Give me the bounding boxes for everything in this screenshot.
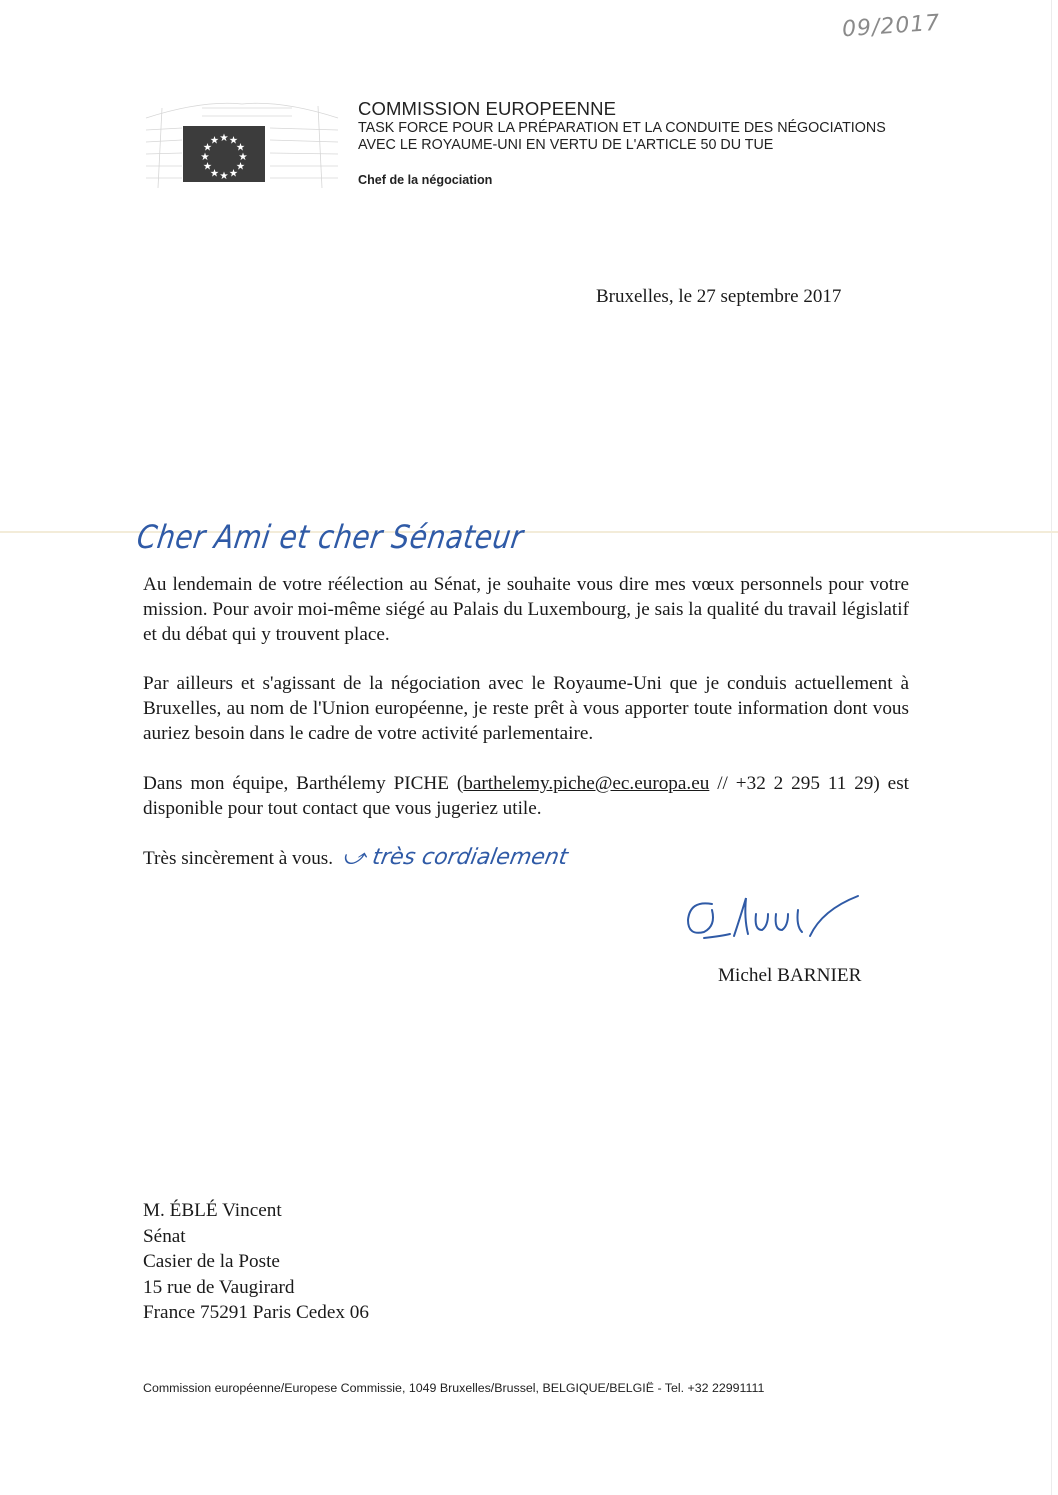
- contact-email-link[interactable]: barthelemy.piche@ec.europa.eu: [463, 773, 710, 794]
- department-line-2: AVEC LE ROYAUME-UNI EN VERTU DE L'ARTICLE 50 DU TUE: [358, 137, 774, 153]
- recipient-mailbox: Casier de la Poste: [143, 1251, 280, 1272]
- closing-handwritten: ⤻ très cordialement: [339, 845, 570, 870]
- sender-role: Chef de la négociation: [358, 173, 493, 187]
- organisation-name: COMMISSION EUROPEENNE: [358, 98, 617, 119]
- page-edge: [1051, 0, 1052, 1495]
- signature-icon: [682, 890, 862, 950]
- date-line: Bruxelles, le 27 septembre 2017: [596, 286, 842, 307]
- contact-phone-text: // +32 2 295 11 29) est disponible pour tout contact que vous jugeriez utile.: [143, 773, 909, 819]
- recipient-institution: Sénat: [143, 1225, 186, 1247]
- recipient-address: [143, 1198, 369, 1326]
- recipient-name: M. ÉBLÉ Vincent: [143, 1200, 282, 1221]
- handwritten-salutation: Cher Ami et cher Sénateur: [134, 518, 526, 556]
- letterhead: [358, 98, 886, 187]
- recipient-street: 15 rue de Vaugirard: [143, 1276, 295, 1298]
- body-paragraph-3: [143, 771, 909, 821]
- signer-name: Michel BARNIER: [718, 965, 862, 986]
- recipient-city: France 75291 Paris Cedex 06: [143, 1302, 369, 1323]
- contact-intro: Dans mon équipe, Barthélemy PICHE (: [143, 773, 464, 794]
- department-line-1: TASK FORCE POUR LA PRÉPARATION ET LA CONDUITE DES NÉGOCIATIONS: [358, 120, 886, 136]
- body-paragraph-2: Par ailleurs et s'agissant de la négociation avec le Royaume-Uni que je conduis actuellement à Bruxelles, au nom de l'Union européenne, je reste prêt à vous apporter toute information dont vous auriez besoin dans le cadre de votre activité parlementaire.: [143, 673, 909, 744]
- closing: [143, 845, 570, 870]
- body-paragraph-1: Au lendemain de votre réélection au Sénat, je souhaite vous dire mes vœux personnels pour votre mission. Pour avoir moi-même siégé au Palais du Luxembourg, je sais la qualité du travail législatif et du débat qui y trouvent place.: [143, 574, 909, 645]
- eu-flag-icon: [183, 126, 265, 182]
- letterhead-footer: Commission européenne/Europese Commissie, 1049 Bruxelles/Brussel, BELGIQUE/BELGIË - Tel. +32 22991111: [143, 1381, 765, 1395]
- handwritten-reference-mark: 09/2017: [841, 10, 942, 43]
- closing-typed: Très sincèrement à vous.: [143, 848, 334, 869]
